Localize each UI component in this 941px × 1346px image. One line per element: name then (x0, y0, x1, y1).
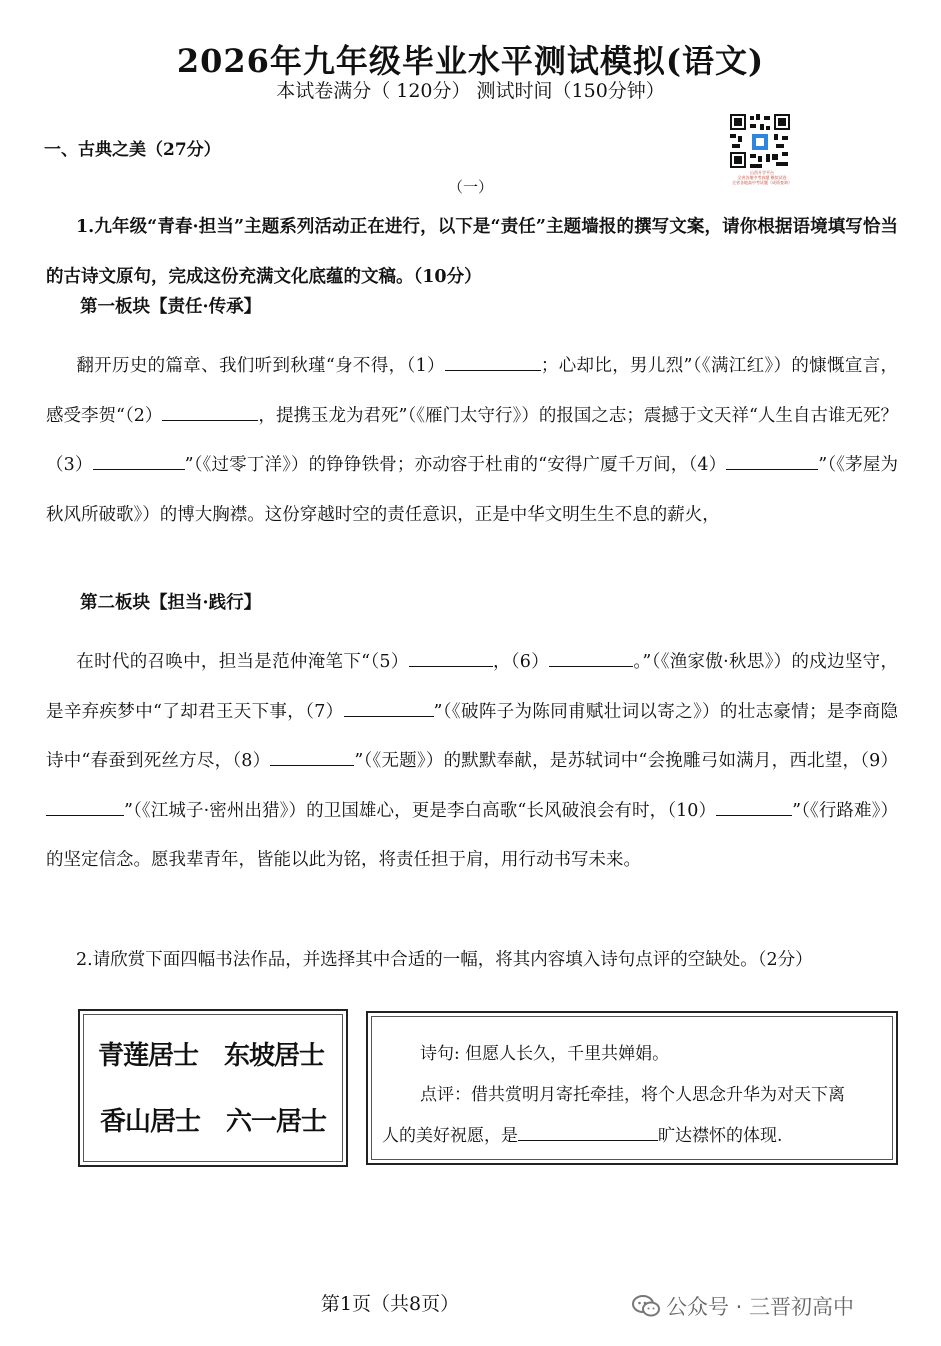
exam-info: 本试卷满分（ 120分） 测试时间（150分钟） (276, 80, 665, 102)
calligraphy-xiangshan: 香山居士 (100, 1107, 201, 1137)
qr-caption: 山西升学平台 全省各地中考真题 模拟试卷 全省各地高中考试题（成绩查询） (732, 170, 792, 185)
calligraphy-qinglian: 青莲居士 (98, 1041, 199, 1071)
blank-1[interactable] (445, 351, 541, 371)
wechat-icon (632, 1295, 660, 1317)
calligraphy-liuyi: 六一居士 (226, 1107, 327, 1137)
poem-line: 诗句: 但愿人长久，千里共婵娟。 (420, 1044, 670, 1064)
block-2-title: 第二板块【担当·践行】 (80, 593, 262, 613)
block-2-paragraph: 在时代的召唤中，担当是范仲淹笔下“（5） ，（6） 。”（《渔家傲·秋思》）的戍边坚守，是辛弃疾梦中“了却君王天下事，（7） ”（《破阵子为陈同甫赋壮词以寄之》）的壮志豪情；是李商隐诗中“春蚕到死丝方尽，（8） ”（《无题》）的默默奉献，是苏轼词中“会挽雕弓如满月，西北望，（9）”（《江城子·密州出猎》）的卫国雄心，更是李白高歌“长风破浪会有时，（10） ”（《行路难》）的坚定信念。愿我辈青年，皆能以此为铭，将责任担于肩，用行动书写未来。 (46, 638, 898, 886)
poem-comment-box (366, 1011, 898, 1165)
blank-9[interactable] (46, 795, 124, 815)
block-1-title: 第一板块【责任·传承】 (80, 297, 262, 317)
comment-line-1: 点评：借共赏明月寄托牵挂，将个人思念升华为对天下离 (420, 1085, 845, 1105)
blank-10[interactable] (716, 795, 792, 815)
block-1-paragraph: 翻开历史的篇章、我们听到秋瑾“身不得，（1） ；心却比，男儿烈”（《满江红》）的慷慨宣言，感受李贺“（2） ，提携玉龙为君死”（《雁门太守行》）的报国之志；震撼于文天祥“人生自古谁无死？（3） ”（《过零丁洋》）的铮铮铁骨；亦动容于杜甫的“安得广厦千万间，（4） ”（《茅屋为秋风所破歌》）的博大胸襟。这份穿越时空的责任意识，正是中华文明生生不息的薪火， (46, 342, 898, 540)
blank-7[interactable] (344, 696, 434, 716)
part-label: （一） (447, 178, 493, 196)
blank-8[interactable] (270, 746, 354, 766)
blank-4[interactable] (726, 450, 818, 470)
qr-code-icon (728, 112, 792, 170)
page-title: 2026年九年级毕业水平测试模拟(语文) (176, 42, 765, 80)
question-1-intro: 1.九年级“青春·担当”主题系列活动正在进行，以下是“责任”主题墙报的撰写文案，请你根据语境填写恰当的古诗文原句，完成这份充满文化底蕴的文稿。（10分） (46, 217, 898, 287)
blank-q2[interactable] (518, 1121, 658, 1141)
page-number: 第1页（共8页） (320, 1293, 460, 1315)
section-heading: 一、古典之美（27分） (44, 140, 221, 160)
blank-5[interactable] (409, 647, 493, 667)
blank-6[interactable] (549, 647, 633, 667)
watermark: 公众号 · 三晋初高中 (632, 1291, 854, 1321)
calligraphy-dongpo: 东坡居士 (224, 1041, 325, 1071)
calligraphy-box (78, 1009, 348, 1167)
comment-line-2: 人的美好祝愿，是 旷达襟怀的体现. (382, 1121, 782, 1146)
blank-3[interactable] (93, 450, 185, 470)
blank-2[interactable] (162, 400, 258, 420)
question-2-text: 2.请欣赏下面四幅书法作品，并选择其中合适的一幅，将其内容填入诗句点评的空缺处。（2分） (76, 950, 813, 970)
